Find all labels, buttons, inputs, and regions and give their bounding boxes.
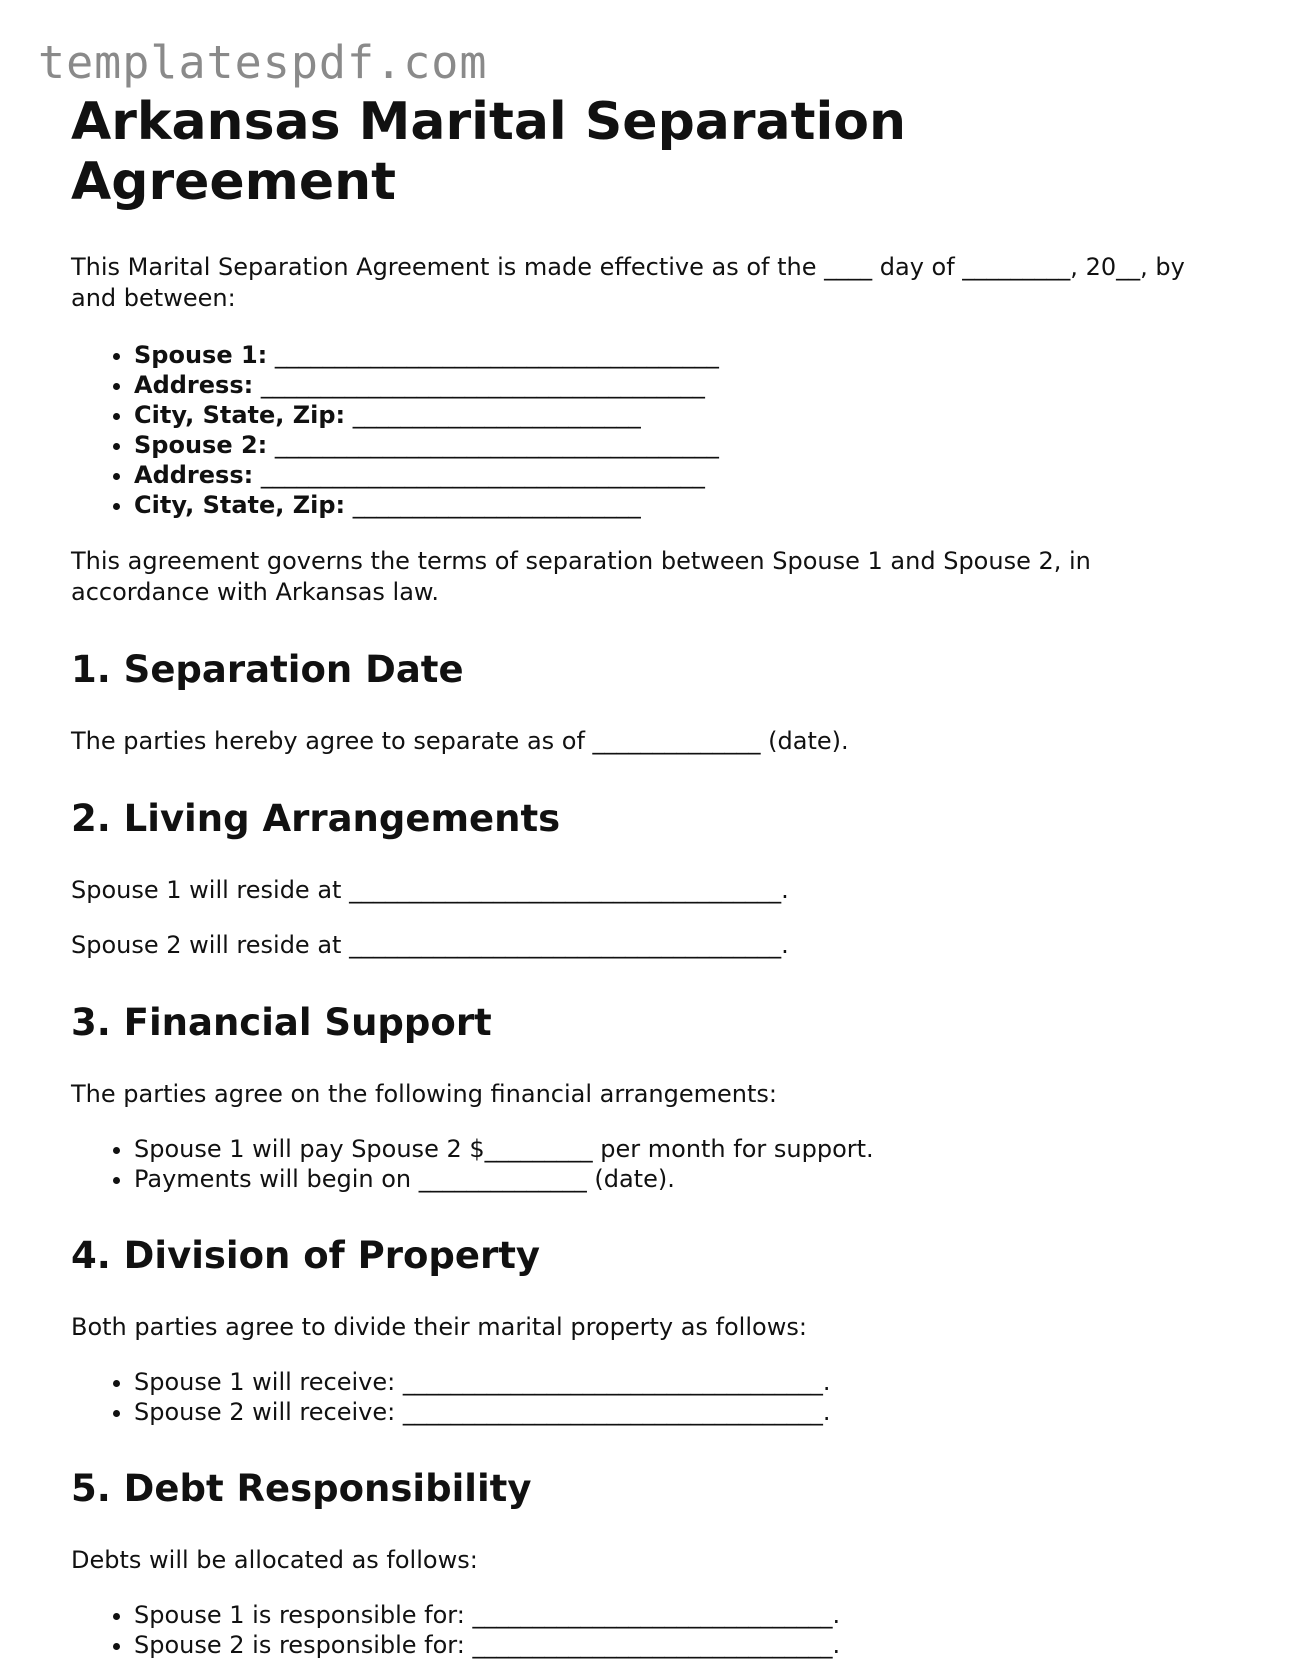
party-blank[interactable]: ________________________: [352, 401, 641, 429]
party-field-spouse2: [134, 430, 1231, 460]
document-page: [71, 92, 1231, 1660]
party-field-address2: [134, 460, 1231, 490]
financial-list: [71, 1134, 1231, 1194]
parties-list: [71, 340, 1231, 520]
list-item: • Spouse 1 is responsible for: ______________________________.: [134, 1600, 1231, 1630]
party-label: Spouse 2:: [134, 431, 268, 459]
intro-paragraph: This Marital Separation Agreement is made effective as of the ____ day of _________, 20__, by and between:: [71, 253, 1185, 312]
section-heading-financial-support: 3. Financial Support: [71, 1001, 492, 1044]
party-field-address1: [134, 370, 1231, 400]
section-heading-division-of-property: 4. Division of Property: [71, 1234, 541, 1277]
party-blank[interactable]: _____________________________________: [260, 371, 705, 399]
list-item: • Spouse 2 will receive: ___________________________________.: [134, 1397, 1231, 1427]
party-label: City, State, Zip:: [134, 491, 346, 519]
section-heading-debt-responsibility: 5. Debt Responsibility: [71, 1467, 532, 1510]
party-label: Spouse 1:: [134, 341, 268, 369]
party-blank[interactable]: _____________________________________: [274, 431, 719, 459]
section-paragraph: Both parties agree to divide their marital property as follows:: [71, 1313, 807, 1341]
party-blank[interactable]: ________________________: [352, 491, 641, 519]
section-paragraph: The parties hereby agree to separate as of ______________ (date).: [71, 727, 849, 755]
party-label: Address:: [134, 461, 254, 489]
governs-paragraph: This agreement governs the terms of separation between Spouse 1 and Spouse 2, in accordance with Arkansas law.: [71, 547, 1091, 606]
party-field-spouse1: [134, 340, 1231, 370]
section-heading-living-arrangements: 2. Living Arrangements: [71, 797, 561, 840]
section-paragraph: Debts will be allocated as follows:: [71, 1546, 478, 1574]
section-heading-separation-date: 1. Separation Date: [71, 648, 464, 691]
section-paragraph: Spouse 1 will reside at ____________________________________.: [71, 876, 789, 904]
section-paragraph: The parties agree on the following financial arrangements:: [71, 1080, 777, 1108]
watermark: templatespdf.com: [38, 36, 488, 89]
party-label: City, State, Zip:: [134, 401, 346, 429]
section-paragraph: Spouse 2 will reside at ____________________________________.: [71, 931, 789, 959]
party-field-city1: [134, 400, 1231, 430]
document-title: Arkansas Marital Separation Agreement: [71, 92, 907, 212]
party-blank[interactable]: _____________________________________: [274, 341, 719, 369]
list-item: • Payments will begin on ______________ (date).: [134, 1164, 1231, 1194]
property-list: [71, 1367, 1231, 1427]
debt-list: [71, 1600, 1231, 1660]
list-item: • Spouse 1 will receive: ___________________________________.: [134, 1367, 1231, 1397]
list-item: • Spouse 1 will pay Spouse 2 $_________ per month for support.: [134, 1134, 1231, 1164]
party-field-city2: [134, 490, 1231, 520]
list-item: • Spouse 2 is responsible for: ______________________________.: [134, 1630, 1231, 1660]
party-label: Address:: [134, 371, 254, 399]
party-blank[interactable]: _____________________________________: [260, 461, 705, 489]
